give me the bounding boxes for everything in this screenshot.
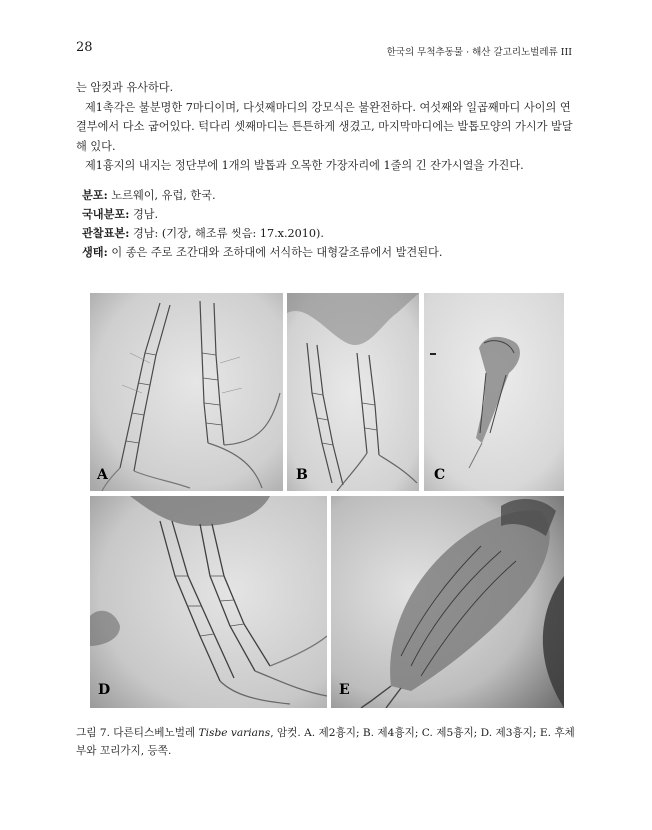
- caption-suffix: , 암컷. A. 제2흉지; B. 제4흉지; C. 제5흉지; D. 제3흉지; E. 후체부와 꼬리가지, 등쪽.: [76, 727, 575, 757]
- body-text: [76, 78, 578, 176]
- specimen-label: 관찰표본: [82, 226, 126, 240]
- paragraph-1: 는 암컷과 유사하다.: [76, 81, 174, 94]
- running-header: 한국의 무척추동물 · 해산 갈고리노벌레류 III: [386, 47, 572, 58]
- distribution-label: 분포: [82, 188, 104, 202]
- micrograph-d: [90, 496, 327, 708]
- distribution-line: 분포: 노르웨이, 유럽, 한국.: [82, 188, 216, 202]
- panel-letter-c: C: [434, 467, 446, 483]
- ecology-line: 생태: 이 종은 주로 조간대와 조하대에 서식하는 대형갈조류에서 발견된다.: [82, 245, 443, 259]
- paragraph-2: 제1촉각은 불분명한 7마디이며, 다섯째마디의 강모식은 불완전하다. 여섯째와 일곱째마디 사이의 연결부에서 다소 굽어있다. 턱다리 셋째마디는 튼튼하게 생겼고, 마지막마디에는 발톱모양의 가시가 발달해 있다.: [76, 100, 573, 153]
- specimen-line: 관찰표본: 경남: (기장, 해조류 씻음: 17.x.2010).: [82, 226, 324, 240]
- micrograph-e: [331, 496, 564, 708]
- panel-letter-e: E: [339, 682, 350, 698]
- ecology-label: 생태: [82, 245, 104, 259]
- korea-distribution-value: 경남.: [132, 208, 159, 221]
- caption-species: Tisbe varians: [198, 727, 271, 739]
- figure-panel-e: [331, 496, 564, 708]
- page-number: 28: [76, 40, 93, 55]
- caption-prefix: 그림 7. 다른티스베노벌레: [76, 727, 199, 739]
- korea-distribution-label: 국내분포: [82, 207, 126, 221]
- figure-panel-b: [287, 293, 419, 491]
- figure-panel-a: [90, 293, 283, 491]
- panel-letter-a: A: [97, 467, 108, 483]
- micrograph-b: [287, 293, 419, 491]
- panel-letter-b: B: [296, 467, 308, 483]
- panel-letter-d: D: [98, 682, 111, 698]
- figure-panel-c: [424, 293, 564, 491]
- distribution-value: 노르웨이, 유럽, 한국.: [111, 189, 216, 202]
- specimen-value: 경남: (기장, 해조류 씻음: 17.x.2010).: [132, 227, 324, 240]
- figure-caption: [76, 724, 582, 760]
- species-metadata: [82, 186, 578, 262]
- figure-panel-d: [90, 496, 327, 708]
- paragraph-3: 제1흉지의 내지는 정단부에 1개의 발톱과 오목한 가장자리에 1줄의 긴 잔가시열을 가진다.: [85, 159, 524, 172]
- micrograph-a: [90, 293, 283, 491]
- micrograph-c: [424, 293, 564, 491]
- korea-distribution-line: 국내분포: 경남.: [82, 207, 159, 221]
- ecology-value: 이 종은 주로 조간대와 조하대에 서식하는 대형갈조류에서 발견된다.: [111, 246, 443, 259]
